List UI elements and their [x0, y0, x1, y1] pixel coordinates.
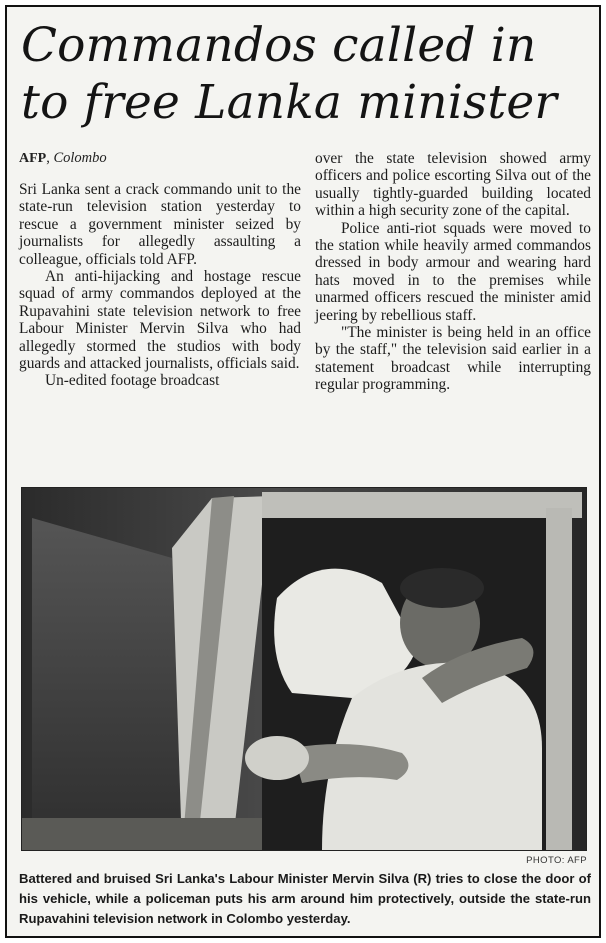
headline-line-1: Commandos called in [21, 18, 537, 73]
minister-hair [400, 568, 484, 608]
window-frame-right [546, 508, 572, 850]
byline [19, 150, 301, 167]
article-column-left [19, 150, 301, 390]
byline-separator: , [46, 150, 54, 166]
article-paragraph: Un-edited footage broadcast [45, 372, 220, 390]
door-panel [22, 818, 262, 850]
headline [21, 17, 591, 131]
article-paragraph: An anti-hijacking and hostage rescue squad of army commandos deployed at the Rupavahini state television network to free Labour Minister Mervin Silva who had allegedly stormed the studios with body guards and attacked journalists, officials said. [19, 268, 301, 373]
article-paragraph: Police anti-riot squads were moved to the station while heavily armed commandos dressed in body armour and wearing hard hats moved in to the premises while unarmed officers rescued the minister amid jeering by rebellious staff. [315, 219, 591, 324]
roof-edge [262, 492, 582, 518]
article-column-right [315, 150, 591, 394]
news-photo [21, 487, 587, 851]
photo-caption: Battered and bruised Sri Lanka's Labour Minister Mervin Silva (R) tries to close the door of his vehicle, while a policeman puts his arm around him protectively, outside the state-run Rupavahini television network in Colombo yesterday. [19, 871, 591, 926]
article-paragraph: "The minister is being held in an office by the staff," the television said earlier in a statement broadcast while interrupting regular programming. [315, 324, 591, 394]
newspaper-clipping [5, 5, 601, 938]
byline-agency: AFP [19, 151, 47, 166]
article-paragraph: over the state television showed army officers and police escorting Silva out of the usually tightly-guarded building located within a high security zone of the capital. [315, 150, 591, 220]
door-window [32, 518, 182, 848]
photo-credit: PHOTO: AFP [526, 855, 587, 866]
headline-line-2: to free Lanka minister [21, 75, 558, 130]
minister-hand [245, 736, 309, 780]
vehicle-scene-illustration [22, 488, 586, 850]
article-paragraph: Sri Lanka sent a crack commando unit to the state-run television station yesterday to rescue a government minister seized by journalists for allegedly assaulting a colleague, officials told AFP. [19, 181, 301, 268]
byline-place: Colombo [53, 150, 107, 166]
